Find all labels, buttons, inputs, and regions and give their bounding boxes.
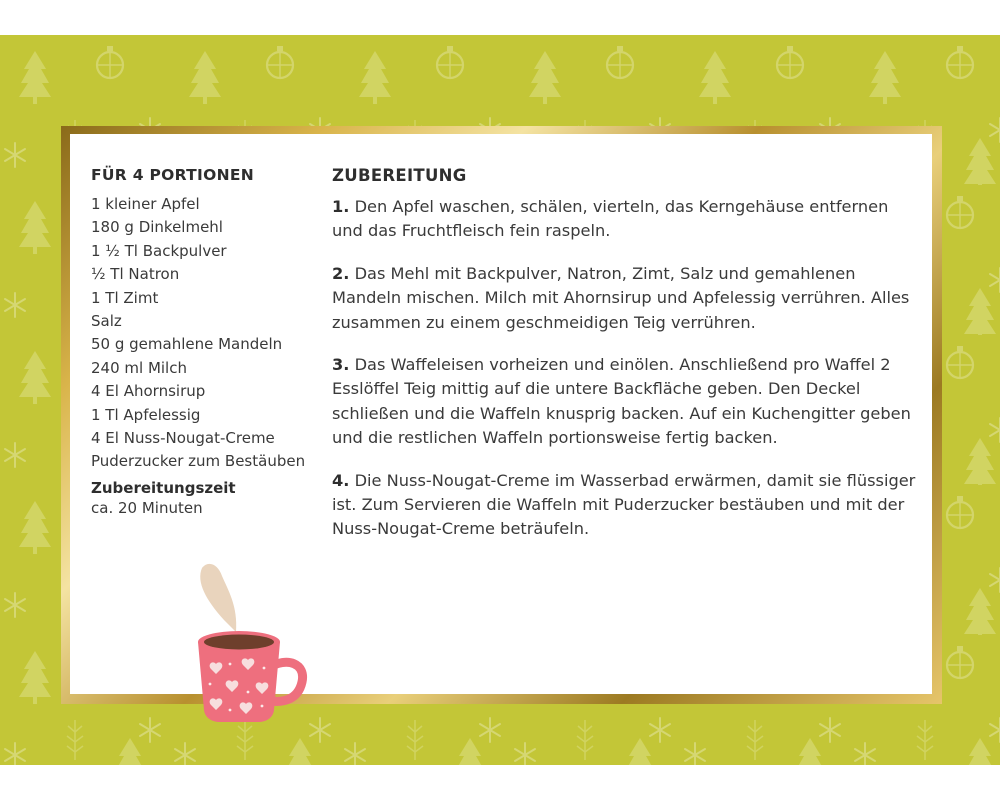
step-item — [332, 262, 922, 335]
prep-time-value: ca. 20 Minuten — [91, 498, 203, 517]
ingredient-list — [91, 193, 321, 474]
ingredient-item: 240 ml Milch — [91, 358, 187, 377]
ingredient-item: 4 El Ahornsirup — [91, 382, 206, 401]
ingredient-item: 1 kleiner Apfel — [91, 195, 200, 213]
cocoa-mug-illustration — [188, 560, 308, 730]
step-text: Die Nuss-Nougat-Creme im Wasserbad erwärmen, damit sie flüssiger ist. Zum Servieren die Waffeln mit Puderzucker bestäuben und mit der Nuss-Nougat-Creme beträufeln. — [332, 470, 916, 539]
ingredients-column — [91, 166, 321, 520]
step-text: Das Waffeleisen vorheizen und einölen. Anschließend pro Waffel 2 Esslöffel Teig mittig auf die untere Backfläche geben. Den Deckel schließen und die Waffeln knusprig backen. Auf ein Kuchengitter geben und die restlichen Waffeln portionsweise fertig backen. — [332, 355, 911, 448]
step-number: 3. — [332, 355, 350, 375]
ingredient-item: 1 Tl Zimt — [91, 288, 159, 307]
ingredient-item: 50 g gemahlene Mandeln — [91, 335, 283, 354]
step-item — [332, 195, 922, 244]
preparation-heading: ZUBEREITUNG — [332, 166, 467, 185]
cocoa-surface — [204, 635, 274, 650]
steam-icon — [200, 564, 236, 632]
step-list — [332, 195, 922, 542]
ingredient-item: 4 El Nuss-Nougat-Creme — [91, 429, 275, 448]
prep-time-label: Zubereitungszeit — [91, 478, 236, 497]
ingredient-item: Salz — [91, 312, 122, 331]
ingredient-item: 1 ½ Tl Backpulver — [91, 241, 227, 260]
step-item — [332, 353, 922, 451]
preparation-column — [332, 166, 922, 560]
step-item — [332, 469, 922, 542]
ingredient-item: ½ Tl Natron — [91, 265, 180, 284]
mug-body — [198, 642, 280, 722]
step-number: 4. — [332, 470, 350, 490]
step-text: Den Apfel waschen, schälen, vierteln, das Kerngehäuse entfernen und das Fruchtfleisch fein raspeln. — [332, 197, 889, 241]
step-number: 2. — [332, 263, 350, 283]
step-number: 1. — [332, 197, 350, 216]
ingredients-heading: FÜR 4 PORTIONEN — [91, 166, 255, 184]
ingredient-item: Puderzucker zum Bestäuben — [91, 452, 306, 471]
ingredient-item: 1 Tl Apfelessig — [91, 405, 201, 424]
step-text: Das Mehl mit Backpulver, Natron, Zimt, Salz und gemahlenen Mandeln mischen. Milch mit Ahornsirup und Apfelessig verrühren. Alles zusammen zu einem geschmeidigen Teig verrühren. — [332, 263, 910, 332]
ingredient-item: 180 g Dinkelmehl — [91, 218, 223, 237]
